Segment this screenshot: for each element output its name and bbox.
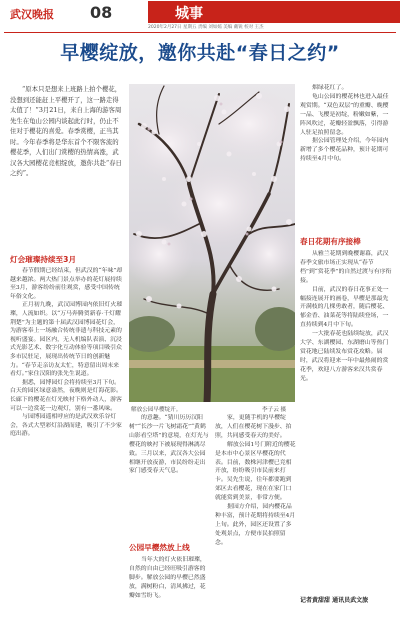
- paragraph: 春节假期已经结束，但武汉的“年味”却越来越浓。两大热门景点举办的花灯展持续至3月，游客纷纷前往观赏，感受中国传统年俗文化。: [10, 268, 123, 300]
- paragraph: 据园方介绍，园内樱花品种丰富，预计花期将持续至4月上旬。此外，园区还设置了多处观景点，方便市民拍照留念。: [215, 504, 296, 546]
- section-title: 城事: [175, 6, 203, 22]
- paragraph: 的意趣。“猜川历历汉阳树”“长沙一片飞树霜花”“黄鹤山影看空塔”的意境，在灯光与樱花的映衬下被展现得淋漓尽致。三月以来，武汉各大公园相继开放夜游，市民纷纷走出家门感受春天气息。: [129, 415, 209, 475]
- paragraph: 烟绿花红了。: [312, 85, 348, 91]
- paragraph: 据公园管理处介绍，今年园内新增了多个樱花品种，预计花期可持续至4月中旬。: [300, 138, 389, 163]
- article-column-middle-left: [129, 414, 209, 539]
- header-rule: [4, 32, 396, 33]
- subheading-lantern-show: 灯会璀璨持续至3月: [10, 255, 77, 264]
- photo-caption: 解放公园早樱绽开。: [131, 407, 182, 413]
- paragraph: 一大批春花也陆续绽放，武汉大学、东湖樱园、东湖磨山等热门赏花地已陆续发布赏花攻略。届时，武汉将迎来一年中最热闹的赏花季，欢迎八方游客来汉共赏春光。: [300, 331, 389, 382]
- paragraph: 家，更随手机的早樱绽放，人们在樱花树下漫步、拍照，共同感受春天的美好。: [215, 415, 292, 439]
- paragraph: 当年大的灯火依旧璀璨，自然的自由已经旺吸引游客的脚步。解放公园的早樱已然盛放，满树粉白，清风拂过，花瓣如雪纷飞。: [129, 557, 206, 599]
- paragraph: 从雅兰花期到晚樱谢幕，武汉春季文旅市场正实现从“春节档”到“赏花季”的自然过渡与有序衔接。: [300, 251, 392, 284]
- dateline: 2020年2月27日 星期五 责编 刘如嫣 美编 戴锐 校对 王杰: [148, 25, 264, 30]
- photo-credit: 李子云 摄: [262, 407, 287, 413]
- paragraph: 目前，武汉的春日花事正处一幅接连展开的画卷，早樱是那最先开满枝的几棵勇敢者，随后樱花、郁金香、油菜花等将陆续登场，一直持续到4月中下旬。: [300, 286, 389, 329]
- headline: 早樱绽放，邀你共赴“春日之约”: [60, 42, 340, 64]
- page-number: 08: [90, 3, 113, 22]
- paragraph: 正月初九晚，武汉园博园内依旧灯火璀璨，人流如织。以“万马奔腾贺新春·千灯耀荆楚”为主题的第十届武汉园博园花灯会，为游客奉上一场融合传统非遗与科技元素的视听盛宴。园区内，无人机编队表演、沉浸式光影艺术、数字化互动体验等项目吸引众多市民驻足，展现出传统节日的创新魅力。“春节走亲访友太忙，特意留出周末来看灯。”家住汉阳的张先生说道。: [10, 302, 123, 378]
- paragraph: 与园博园遥相呼应的是武汉欢乐谷灯会，各式大型彩灯沿湖而建，吸引了不少家庭出游。: [10, 414, 122, 438]
- lead-paragraph: [10, 84, 123, 179]
- lead-text: “原本只是想来上班路上拍个樱花，没想到还能赶上平樱开了，这一路走得太值了！”3月21日，来自上海的游客周先生在龟山公园内谈起此行时，仍止不住对于樱花的喜爱。春季赏樱，正当其时。今年春季将是华东首个不限客流的樱花季，人们出门赏樱的热情高涨，武汉各大园樱花竞相绽放，邀你共赴“春日之约”。: [10, 85, 122, 177]
- cherry-blossom-photo: [129, 84, 295, 402]
- byline: 记者黄甜甜 通讯员武文旅: [300, 597, 369, 604]
- paragraph: 据悉，园博园灯会将持续至3月下旬。白天的园区绿意盎然，夜晚则是灯海花影。长廊下的樱花在灯光映衬下格外动人，游客可以一边赏花一边观灯，别有一番风味。: [10, 379, 122, 412]
- paragraph: 解放公园1号门附近的樱花是本市中心景区早樱花的代表。目前，数株河津樱已竞相开放，纷纷吸引市民前来打卡。吴先生说，往年都要跑到郊区去看樱花，现在在家门口就能赏到美景，非常方便。: [215, 441, 296, 502]
- article-column-right: [300, 84, 392, 232]
- article-column-right-lower: [300, 250, 392, 590]
- paragraph: 龟山公园的樱花林也进入最佳观赏期。“双色双层”的重瓣、晚樱一品、飞樱是初绽，粉嫩如紫，一阵风吹过，花瓣轻盈飘落，引得游人驻足拍照留念。: [300, 93, 389, 136]
- article-column-left: [10, 267, 123, 622]
- subheading-flower-season: 春日花期有序接棒: [300, 237, 361, 246]
- newspaper-logo: 武汉晚报: [10, 8, 54, 21]
- article-column-middle-left-lower: [129, 556, 209, 620]
- article-column-middle-right: [215, 414, 297, 620]
- subheading-park: 公园早樱然放上线: [129, 543, 190, 552]
- cherry-blossom-image: [129, 84, 295, 402]
